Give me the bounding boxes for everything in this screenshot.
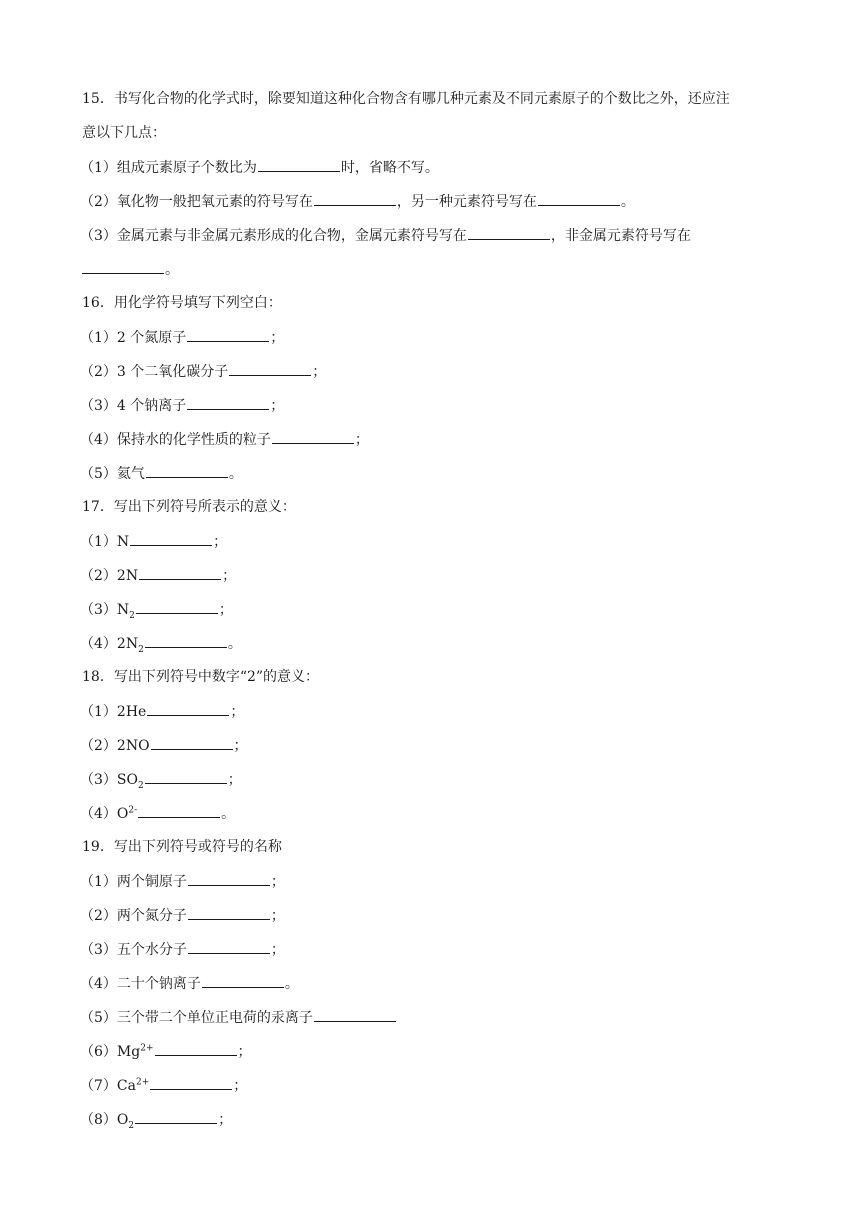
q19-item-label: （2）两个氮分子 [80,908,187,924]
item-end: ； [222,568,237,584]
subscript: 2 [128,1120,135,1131]
q18-title-text: 18．写出下列符号中数字“2”的意义： [82,669,320,685]
q16-item [80,361,800,382]
subscript: 2 [129,610,135,621]
q19-item-label: （6）Mg [80,1044,141,1060]
q15-line2 [82,123,800,143]
q16-item [80,395,800,416]
q19-item [80,973,800,994]
q19-item-label: （5）三个带二个单位正电荷的汞离子 [80,1010,313,1026]
q15-text-2: 意以下几点： [82,125,166,141]
answer-blank[interactable] [139,565,221,580]
q17-item [80,599,800,620]
item-end: 。 [227,636,242,652]
answer-blank[interactable] [151,735,233,750]
item-end: 。 [221,806,236,822]
q19-title [82,837,800,857]
q17-item [80,531,800,552]
q15-part3-continued [82,259,800,280]
q19-title-text: 19．写出下列符号或符号的名称 [82,839,282,855]
answer-blank[interactable] [187,395,269,410]
q19-item [80,1041,800,1062]
q16-title-text: 16．用化学符号填写下列空白： [82,295,282,311]
q16-item-label: （5）氦气 [80,466,145,482]
q17-title [82,497,800,517]
item-end: ； [233,1078,248,1094]
item-end: ； [270,330,285,346]
q19-item-label: （7）Ca [80,1078,136,1094]
answer-blank[interactable] [155,1041,237,1056]
answer-blank[interactable] [272,429,354,444]
answer-blank[interactable] [188,939,270,954]
item-end: ； [270,908,285,924]
item-end: ； [237,1044,252,1060]
q16-item-label: （4）保持水的化学性质的粒子 [80,432,271,448]
q15-text-1: 15．书写化合物的化学式时，除要知道这种化合物含有哪几种元素及不同元素原子的个数比之外，还应注 [82,91,730,107]
q16-item [80,327,800,348]
q18-item-label: （3）SO [80,772,138,788]
q16-item-label: （1）2 个氮原子 [80,330,187,346]
superscript: 2+ [140,1043,154,1054]
q17-item [80,565,800,586]
q19-item [80,1007,800,1028]
q15-part2-end: 。 [620,194,635,210]
item-end: ； [233,738,248,754]
superscript: 2+ [135,1077,150,1088]
item-end: ； [218,602,233,618]
item-end: ； [312,364,327,380]
q17-item-label: （4）2N [80,636,139,652]
answer-blank[interactable] [188,905,270,920]
answer-blank[interactable] [187,327,269,342]
answer-blank[interactable] [538,191,620,206]
q16-item-label: （2）3 个二氧化碳分子 [80,364,229,380]
q16-item-label: （3）4 个钠离子 [80,398,187,414]
q16-item [80,429,800,450]
answer-blank[interactable] [150,1075,232,1090]
answer-blank[interactable] [135,1109,217,1124]
answer-blank[interactable] [138,803,220,818]
answer-blank[interactable] [145,769,227,784]
q19-item-label: （3）五个水分子 [80,942,187,958]
q18-item [80,701,800,722]
q16-item [80,463,800,484]
q19-item-label: （8）O [80,1112,129,1128]
q17-title-text: 17．写出下列符号所表示的意义： [82,499,296,515]
q15-part3 [80,225,800,246]
q19-item [80,1075,800,1096]
q19-item [80,905,800,926]
item-end: ； [218,1112,233,1128]
item-end: ； [270,398,285,414]
item-end: ； [230,704,245,720]
q18-item [80,769,800,790]
q18-item-label: （2）2NO [80,738,150,754]
q17-item [80,633,800,654]
q18-item [80,803,800,824]
answer-blank[interactable] [82,259,164,274]
item-end: ； [270,942,285,958]
item-end: ； [354,432,369,448]
item-end: 。 [284,976,299,992]
answer-blank[interactable] [468,225,550,240]
q17-item-label: （1）N [80,534,130,550]
q15-part3-prompt: （3）金属元素与非金属元素形成的化合物，金属元素符号写在 [80,228,467,244]
superscript: 2- [128,805,138,816]
answer-blank[interactable] [314,1007,396,1022]
item-end: ； [227,772,242,788]
q15-part2 [80,191,800,212]
q15-part1-suffix: 时，省略不写。 [340,160,439,176]
q17-item-label: （2）2N [80,568,139,584]
q19-item [80,939,800,960]
answer-blank[interactable] [130,531,212,546]
q19-item [80,871,800,892]
q15-part1-prompt: （1）组成元素原子个数比为 [80,160,257,176]
answer-blank[interactable] [314,191,396,206]
q15-part3-mid: ，非金属元素符号写在 [550,228,691,244]
q19-item-label: （1）两个铜原子 [80,874,187,890]
answer-blank[interactable] [146,463,228,478]
q19-item-label: （4）二十个钠离子 [80,976,201,992]
answer-blank[interactable] [188,871,270,886]
answer-blank[interactable] [229,361,311,376]
answer-blank[interactable] [147,701,229,716]
q15-part2-mid: ，另一种元素符号写在 [396,194,537,210]
q19-item [80,1109,800,1130]
subscript: 2 [137,780,144,791]
q18-title [82,667,800,687]
q15-part1 [80,157,800,178]
item-end: 。 [228,466,243,482]
item-end: ； [213,534,228,550]
q18-item-label: （4）O [80,806,129,822]
subscript: 2 [138,644,144,655]
answer-blank[interactable] [136,599,218,614]
q15-part3-end: 。 [165,262,179,278]
q18-item-label: （1）2He [80,704,147,720]
q18-item [80,735,800,756]
q16-title [82,293,800,313]
q15-line1 [82,89,800,109]
q17-item-label: （3）N [80,602,130,618]
answer-blank[interactable] [258,157,340,172]
answer-blank[interactable] [145,633,227,648]
answer-blank[interactable] [202,973,284,988]
item-end: ； [270,874,285,890]
q15-part2-prompt: （2）氧化物一般把氧元素的符号写在 [80,194,313,210]
